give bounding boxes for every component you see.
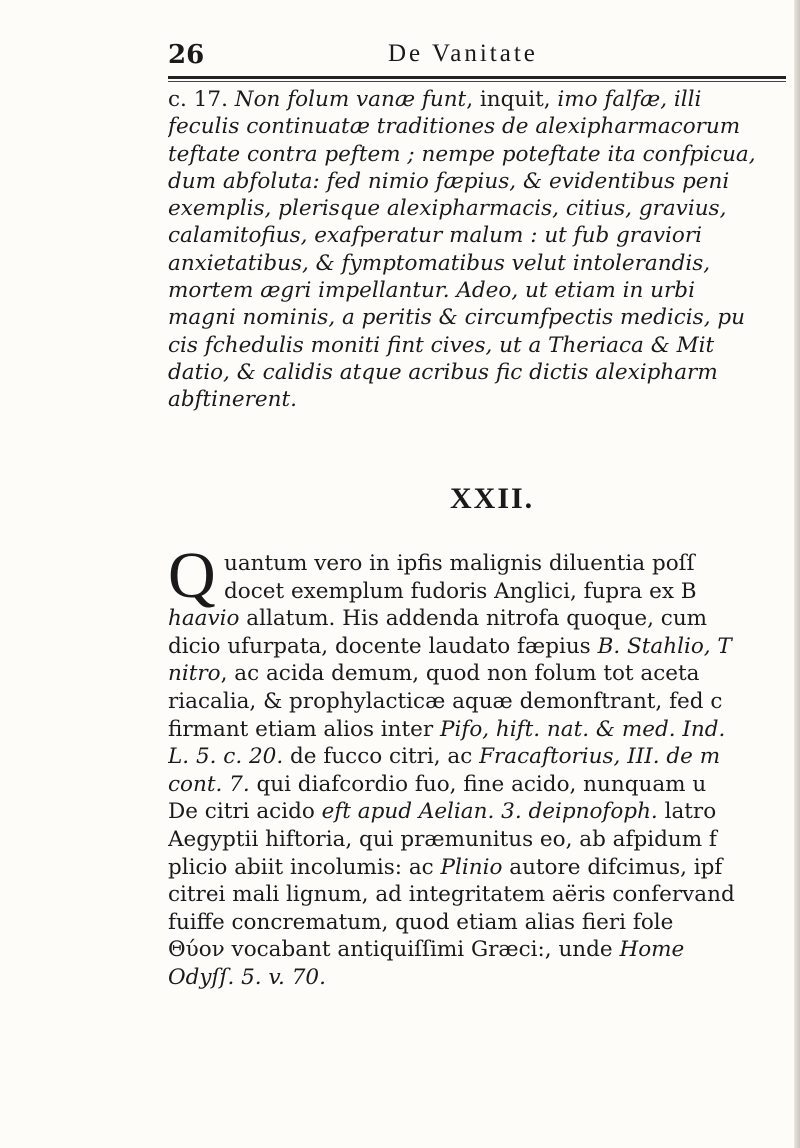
text-line: datio, & calidis atque acribus fic dictis alexipharm (168, 359, 718, 385)
page-edge-shadow (794, 0, 800, 1148)
text-line: cont. 7. qui diafcordio fuo, fine acido, nunquam u (168, 771, 707, 797)
page-header (168, 40, 788, 74)
text-line: Θύον vocabant antiquiſſimi Græci:, unde Home (168, 937, 685, 963)
italic-quotation-paragraph (168, 86, 800, 414)
header-rule (168, 76, 786, 82)
running-head: De Vanitate (388, 40, 538, 67)
text-line: Odyſſ. 5. v. 70. (168, 964, 326, 990)
text-line: mortem ægri impellantur. Adeo, ut etiam in urbi (168, 278, 695, 304)
body-paragraph (168, 550, 800, 992)
text-line: exemplis, plerisque alexipharmacis, citius, gravius, (168, 196, 727, 222)
text-line: calamitofius, exafperatur malum : ut fub graviori (168, 223, 703, 249)
text-line: fuiffe concrematum, quod etiam alias fieri fole (168, 909, 674, 935)
text-line: dum abfoluta: fed nimio fæpius, & evidentibus peni (168, 168, 730, 194)
section-number: XXII. (450, 482, 535, 515)
text-line: docet exemplum fudoris Anglici, fupra ex B (224, 578, 697, 604)
text-line: De citri acido eft apud Aelian. 3. deipnofoph. latro (168, 799, 717, 825)
text-line: haavio allatum. His addenda nitrofa quoque, cum (168, 606, 708, 632)
text-line: firmant etiam alios inter Pifo, hift. nat. & med. Ind. (168, 716, 726, 742)
text-line: riacalia, & prophylacticæ aquæ demonftrant, fed c (168, 688, 723, 714)
text-line: citrei mali lignum, ad integritatem aëris confervand (168, 882, 735, 908)
page-number: 26 (168, 40, 205, 70)
text-line: uantum vero in ipfis malignis diluentia poſſ (224, 551, 695, 576)
text-line: teftate contra peftem ; nempe poteftate ita confpicua, (168, 141, 756, 167)
text-line: anxietatibus, & fymptomatibus velut intolerandis, (168, 250, 711, 276)
drop-cap: Q (168, 539, 216, 612)
text-line: feculis continuatæ traditiones de alexipharmacorum (168, 114, 741, 140)
text-line: L. 5. c. 20. de fucco citri, ac Fracaftorius, III. de m (168, 744, 721, 770)
text-line: cis fchedulis moniti fint cives, ut a Theriaca & Mit (168, 332, 715, 358)
text-line: plicio abiit incolumis: ac Plinio autore difcimus, ipf (168, 854, 723, 880)
text-line: nitro, ac acida demum, quod non folum tot aceta (168, 661, 700, 687)
text-line: Aegyptii hiftoria, qui præmunitus eo, ab afpidum f (168, 826, 717, 852)
text-line: magni nominis, a peritis & circumfpectis medicis, pu (168, 305, 745, 331)
text-line: c. 17. Non folum vanæ funt, inquit, imo falfæ, illi (168, 87, 702, 112)
text-line: dicio ufurpata, docente laudato fæpius B. Stahlio, T (168, 633, 732, 659)
text-line: abftinerent. (168, 387, 297, 413)
